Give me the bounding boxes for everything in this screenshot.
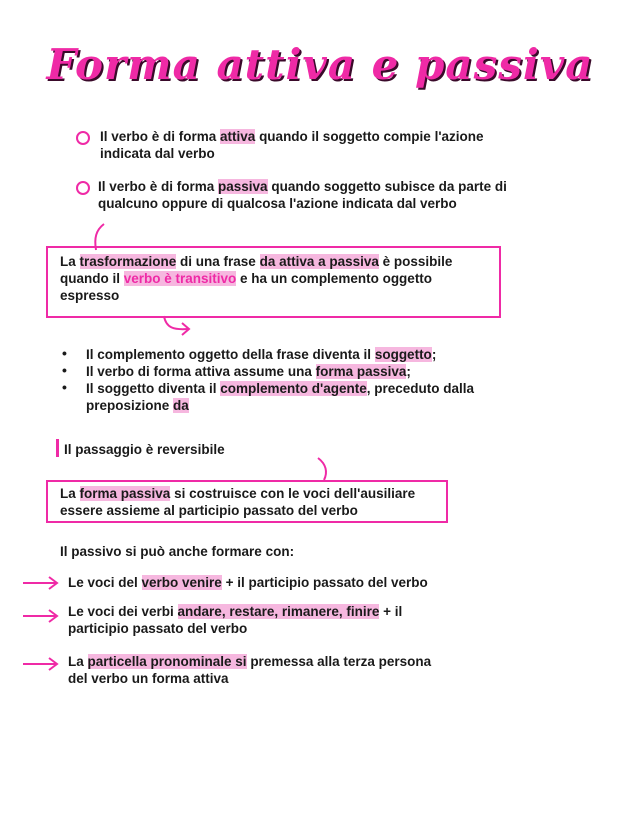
box-text: è possibile — [378, 254, 453, 269]
highlight-verbo-transitivo: verbo è transitivo — [123, 271, 237, 286]
highlight-forma-passiva: forma passiva — [315, 364, 407, 379]
arrow-item-text: premessa alla terza persona — [246, 654, 432, 669]
box-text: espresso — [60, 288, 120, 303]
definition-passive — [98, 178, 578, 212]
arrow-right-icon — [22, 575, 62, 591]
curved-arrow-icon — [160, 316, 196, 338]
definition-active — [100, 128, 570, 162]
highlight-complemento-agente: complemento d'agente — [220, 381, 367, 396]
circle-bullet-icon — [76, 181, 90, 195]
definition-text: quando soggetto subisce da parte di — [267, 179, 507, 194]
bullet-dot-icon: • — [62, 379, 67, 395]
highlight-soggetto: soggetto — [374, 347, 432, 362]
box-text: e ha un complemento oggetto — [236, 271, 433, 286]
list-item-text: , preceduto dalla — [366, 381, 475, 396]
list-item-text: Il complemento oggetto della frase diventa il — [86, 347, 375, 362]
definition-text: qualcuno oppure di qualcosa l'azione indicata dal verbo — [98, 196, 457, 211]
arrow-item — [68, 653, 488, 687]
passive-construction-text — [60, 485, 450, 519]
highlight-da: da — [173, 398, 189, 413]
accent-bar — [56, 439, 59, 457]
arrow-item — [68, 603, 488, 637]
list-item-text: Il soggetto diventa il — [86, 381, 221, 396]
arrow-item-text: La — [68, 654, 88, 669]
definition-text: Il verbo è di forma — [100, 129, 221, 144]
arrow-right-icon — [22, 656, 62, 672]
circle-bullet-icon — [76, 131, 90, 145]
arrow-right-icon — [22, 608, 62, 624]
highlight-forma-passiva: forma passiva — [79, 486, 171, 501]
definition-text: Il verbo è di forma — [98, 179, 219, 194]
list-item — [86, 380, 556, 414]
arrow-item-text: + il — [379, 604, 403, 619]
box-text: La — [60, 486, 80, 501]
arrow-item-text: + il participio passato del verbo — [221, 575, 428, 590]
list-item-text: ; — [431, 347, 437, 362]
highlight-passiva: passiva — [218, 179, 268, 194]
highlight-attiva: attiva — [220, 129, 256, 144]
box-text: La — [60, 254, 80, 269]
highlight-verbo-venire: verbo venire — [141, 575, 222, 590]
reversible-note: Il passaggio è reversibile — [64, 442, 225, 457]
list-item — [86, 346, 546, 363]
also-intro: Il passivo si può anche formare con: — [60, 544, 295, 559]
arrow-item-text: Le voci dei verbi — [68, 604, 178, 619]
list-item-text: Il verbo di forma attiva assume una — [86, 364, 316, 379]
definition-text: quando il soggetto compie l'azione — [255, 129, 484, 144]
bullet-dot-icon: • — [62, 345, 67, 361]
arrow-item-text: Le voci del — [68, 575, 142, 590]
transformation-text — [60, 253, 500, 304]
box-text: si costruisce con le voci dell'ausiliare — [170, 486, 416, 501]
arrow-item-text: del verbo un forma attiva — [68, 671, 229, 686]
definition-text: indicata dal verbo — [100, 146, 215, 161]
highlight-da-attiva-a-passiva: da attiva a passiva — [259, 254, 379, 269]
list-item-text: ; — [406, 364, 411, 379]
highlight-trasformazione: trasformazione — [79, 254, 177, 269]
arrow-item-text: participio passato del verbo — [68, 621, 248, 636]
bullet-dot-icon: • — [62, 362, 67, 378]
curve-connector-icon — [312, 456, 332, 482]
highlight-andare-restare: andare, restare, rimanere, finire — [177, 604, 380, 619]
arrow-item — [68, 574, 488, 591]
page-title: Forma attiva e passiva — [46, 40, 594, 89]
list-item-text: preposizione — [86, 398, 174, 413]
box-text: quando il — [60, 271, 124, 286]
box-text: di una frase — [176, 254, 260, 269]
box-text: essere assieme al participio passato del verbo — [60, 503, 358, 518]
list-item — [86, 363, 546, 380]
highlight-particella-pronominale: particella pronominale si — [87, 654, 247, 669]
